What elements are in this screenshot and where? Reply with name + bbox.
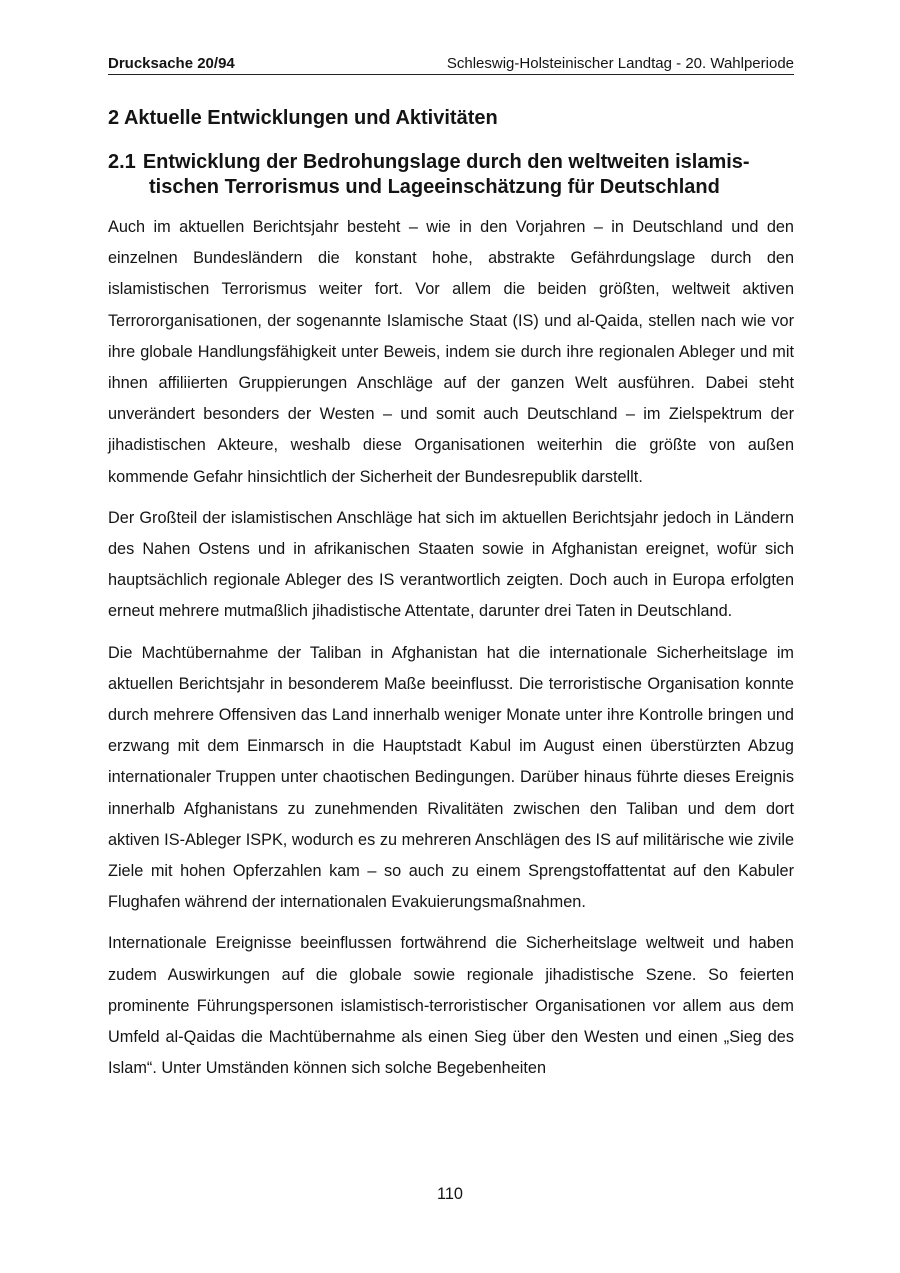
page-header — [108, 54, 794, 75]
paragraph: Der Großteil der islamistischen Anschläge hat sich im aktuellen Berichtsjahr jedoch in Ländern des Nahen Ostens und in afrikanischen Staaten sowie in Afghanistan ereignet, wofür sich hauptsächlich regionale Ableger des IS verantwortlich zeigten. Doch auch in Europa erfolgten erneut mehrere mutmaßlich jihadistische Attentate, darunter drei Taten in Deutschland. — [108, 508, 794, 621]
page-number: 110 — [437, 1185, 463, 1203]
paragraph: Auch im aktuellen Berichtsjahr besteht – wie in den Vorjahren – in Deutschland und den einzelnen Bundesländern die konstant hohe, abstrakte Gefährdungslage durch den islamistischen Terrorismus weiter fort. Vor allem die beiden größten, weltweit aktiven Terrororganisationen, der sogenannte Islamische Staat (IS) und al-Qaida, stellen nach wie vor ihre globale Handlungsfähigkeit unter Beweis, indem sie durch ihre regionalen Ableger und mit ihnen affiliierten Gruppierungen Anschläge auf der ganzen Welt ausführen. Dabei steht unverändert besonders der Westen – und somit auch Deutschland – im Zielspektrum der jihadistischen Akteure, weshalb diese Organisationen weiterhin die größte von außen kommende Gefahr hinsichtlich der Sicherheit der Bundesrepublik darstellt. — [108, 218, 794, 486]
document-number: Drucksache 20/94 — [108, 55, 235, 72]
section-heading: 2 Aktuelle Entwicklungen und Aktivitäten — [108, 107, 498, 129]
subsection-heading — [108, 150, 794, 200]
body-text — [108, 212, 794, 1094]
paragraph: Die Machtübernahme der Taliban in Afghanistan hat die internationale Sicherheitslage im aktuellen Berichtsjahr in besonderem Maße beeinflusst. Die terroristische Organisation konnte durch mehrere Offensiven das Land innerhalb weniger Monate unter ihre Kontrolle bringen und erzwang mit dem Einmarsch in die Hauptstadt Kabul im August einen überstürzten Abzug internationaler Truppen unter chaotischen Bedingungen. Darüber hinaus führte dieses Ereignis innerhalb Afghanistans zu zunehmenden Rivalitäten zwischen den Taliban und dem dort aktiven IS-Ableger ISPK, wodurch es zu mehreren Anschlägen des IS auf militärische wie zivile Ziele mit hohen Opferzahlen kam – so auch zu einem Sprengstoffattentat auf den Kabuler Flughafen während der internationalen Evakuierungsmaßnahmen. — [108, 643, 794, 912]
subsection-number: 2.1 — [108, 151, 136, 173]
parliament-title: Schleswig-Holsteinischer Landtag - 20. Wahlperiode — [446, 55, 794, 72]
subsection-title-line-1: Entwicklung der Bedrohungslage durch den weltweiten islamis- — [142, 151, 750, 173]
paragraph: Internationale Ereignisse beeinflussen fortwährend die Sicherheitslage weltweit und haben zudem Auswirkungen auf die globale sowie regionale jihadistische Szene. So feierten prominente Führungspersonen islamistisch-terroristischer Organisationen vor allem aus dem Umfeld al-Qaidas die Machtübernahme als einen Sieg über den Westen und einen „Sieg des Islam“. Unter Umständen können sich solche Begebenheiten — [108, 934, 794, 1078]
subsection-title-line-2: tischen Terrorismus und Lageeinschätzung für Deutschland — [149, 176, 720, 198]
